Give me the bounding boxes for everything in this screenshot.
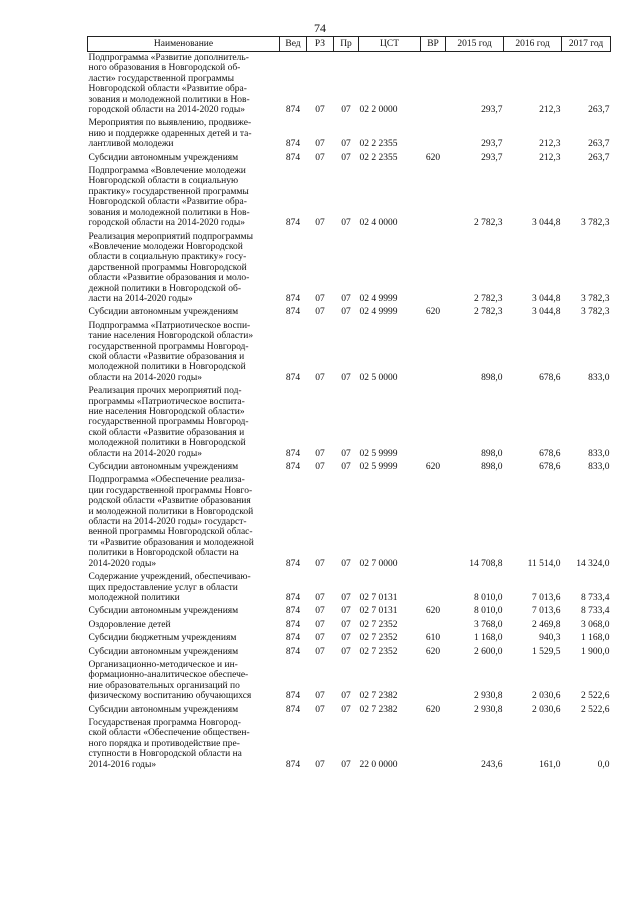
row-2016: 678,6 bbox=[539, 462, 561, 473]
row-vr: 610 bbox=[425, 633, 441, 644]
table-row bbox=[88, 385, 611, 461]
row-2015: 2 782,3 bbox=[474, 218, 503, 229]
row-2015: 14 708,8 bbox=[469, 558, 503, 569]
header-2015: 2015 год bbox=[446, 37, 504, 52]
row-2015: 2 600,0 bbox=[474, 646, 503, 657]
row-pr: 07 bbox=[341, 646, 351, 657]
row-ved: 874 bbox=[285, 307, 301, 318]
row-cst: 02 2 2355 bbox=[359, 152, 398, 163]
row-2017: 14 324,0 bbox=[576, 558, 610, 569]
table-row bbox=[88, 704, 611, 717]
row-2015: 293,7 bbox=[481, 105, 503, 116]
row-2017: 8 733,4 bbox=[581, 592, 610, 603]
header-pr: Пр bbox=[334, 37, 359, 52]
row-rz: 07 bbox=[315, 633, 325, 644]
row-2016: 678,6 bbox=[539, 448, 561, 459]
row-pr: 07 bbox=[341, 139, 351, 150]
row-cst: 02 2 2355 bbox=[359, 139, 398, 150]
row-vr bbox=[421, 231, 446, 307]
row-2017: 263,7 bbox=[588, 105, 610, 116]
row-cst: 02 4 0000 bbox=[359, 218, 398, 229]
row-2015: 293,7 bbox=[481, 139, 503, 150]
row-ved: 874 bbox=[285, 462, 301, 473]
row-pr: 07 bbox=[341, 619, 351, 630]
table-row bbox=[88, 117, 611, 151]
table-row bbox=[88, 52, 611, 118]
row-ved: 874 bbox=[285, 704, 301, 715]
row-2017: 833,0 bbox=[588, 372, 610, 383]
row-2015: 2 782,3 bbox=[474, 307, 503, 318]
row-pr: 07 bbox=[341, 462, 351, 473]
row-2017: 833,0 bbox=[588, 448, 610, 459]
row-name: Субсидии автономным учреждениям bbox=[88, 152, 239, 163]
row-ved: 874 bbox=[285, 152, 301, 163]
row-pr: 07 bbox=[341, 448, 351, 459]
row-2017: 0,0 bbox=[597, 759, 610, 770]
row-2017: 2 522,6 bbox=[581, 691, 610, 702]
row-ved: 874 bbox=[285, 633, 301, 644]
table-row bbox=[88, 632, 611, 645]
row-rz: 07 bbox=[315, 691, 325, 702]
row-2017: 263,7 bbox=[588, 139, 610, 150]
row-rz: 07 bbox=[315, 558, 325, 569]
row-rz: 07 bbox=[315, 462, 325, 473]
row-ved: 874 bbox=[285, 218, 301, 229]
table-row bbox=[88, 306, 611, 319]
table-header-row bbox=[88, 37, 611, 52]
row-2015: 293,7 bbox=[481, 152, 503, 163]
header-2016: 2016 год bbox=[504, 37, 562, 52]
header-ved: Вед bbox=[280, 37, 307, 52]
row-rz: 07 bbox=[315, 592, 325, 603]
table-body bbox=[88, 52, 611, 773]
row-2015: 2 782,3 bbox=[474, 293, 503, 304]
row-ved: 874 bbox=[285, 448, 301, 459]
row-2016: 3 044,8 bbox=[532, 293, 561, 304]
row-cst: 02 7 0131 bbox=[359, 606, 398, 617]
row-cst: 02 5 9999 bbox=[359, 448, 398, 459]
row-2016: 212,3 bbox=[539, 152, 561, 163]
row-2015: 243,6 bbox=[481, 759, 503, 770]
row-cst: 22 0 0000 bbox=[359, 759, 398, 770]
table-row bbox=[88, 646, 611, 659]
row-vr: 620 bbox=[425, 704, 441, 715]
row-2016: 2 469,8 bbox=[532, 619, 561, 630]
row-cst: 02 7 0000 bbox=[359, 558, 398, 569]
row-vr bbox=[421, 320, 446, 385]
row-ved: 874 bbox=[285, 646, 301, 657]
row-2017: 1 168,0 bbox=[581, 633, 610, 644]
row-2016: 212,3 bbox=[539, 139, 561, 150]
row-2017: 3 068,0 bbox=[581, 619, 610, 630]
row-cst: 02 4 9999 bbox=[359, 307, 398, 318]
budget-table bbox=[87, 36, 611, 772]
row-name: Субсидии автономным учреждениям bbox=[88, 606, 239, 617]
row-cst: 02 7 2352 bbox=[359, 646, 398, 657]
row-2015: 898,0 bbox=[481, 448, 503, 459]
row-ved: 874 bbox=[285, 372, 301, 383]
row-2016: 7 013,6 bbox=[532, 592, 561, 603]
table-row bbox=[88, 320, 611, 385]
row-pr: 07 bbox=[341, 218, 351, 229]
row-name: Субсидии автономным учреждениям bbox=[88, 462, 239, 473]
row-2017: 1 900,0 bbox=[581, 646, 610, 657]
row-2017: 8 733,4 bbox=[581, 606, 610, 617]
row-cst: 02 7 2352 bbox=[359, 619, 398, 630]
row-2015: 1 168,0 bbox=[474, 633, 503, 644]
row-rz: 07 bbox=[315, 218, 325, 229]
row-pr: 07 bbox=[341, 307, 351, 318]
table-row bbox=[88, 605, 611, 618]
row-vr bbox=[421, 385, 446, 461]
row-2017: 263,7 bbox=[588, 152, 610, 163]
row-2016: 3 044,8 bbox=[532, 218, 561, 229]
table-row bbox=[88, 231, 611, 307]
row-cst: 02 7 0131 bbox=[359, 592, 398, 603]
header-cst: ЦСТ bbox=[359, 37, 421, 52]
row-rz: 07 bbox=[315, 704, 325, 715]
row-2016: 212,3 bbox=[539, 105, 561, 116]
row-2017: 3 782,3 bbox=[581, 218, 610, 229]
row-vr bbox=[421, 659, 446, 704]
row-name: Мероприятия по выявлению, продвиже- нию и поддержке одаренных детей и та- лантливой молодежи bbox=[88, 118, 252, 150]
row-vr: 620 bbox=[425, 462, 441, 473]
row-name: Субсидии автономным учреждениям bbox=[88, 307, 239, 318]
row-pr: 07 bbox=[341, 105, 351, 116]
row-2016: 678,6 bbox=[539, 372, 561, 383]
row-pr: 07 bbox=[341, 152, 351, 163]
row-vr bbox=[421, 619, 446, 632]
row-pr: 07 bbox=[341, 558, 351, 569]
table-row bbox=[88, 152, 611, 165]
row-vr bbox=[421, 571, 446, 605]
table-row bbox=[88, 717, 611, 772]
row-name: Субсидии автономным учреждениям bbox=[88, 646, 239, 657]
row-vr: 620 bbox=[425, 152, 441, 163]
row-name: Подпрограмма «Развитие дополнитель- ного образования в Новгородской об- ласти» государственной программы Новгородской области «Развитие обра- зования и молодежной политики в Нов- городской области на 2014-2020 годы» bbox=[88, 53, 250, 116]
row-vr bbox=[421, 165, 446, 230]
row-2017: 3 782,3 bbox=[581, 307, 610, 318]
row-pr: 07 bbox=[341, 633, 351, 644]
row-cst: 02 7 2382 bbox=[359, 704, 398, 715]
header-rz: РЗ bbox=[307, 37, 334, 52]
row-2015: 8 010,0 bbox=[474, 606, 503, 617]
row-name: Подпрограмма «Вовлечение молодежи Новгородской области в социальную практику» государственной программы Новгородской области «Развитие обра- зования и молодежной политики в Нов- городской области на 2014-2020 годы» bbox=[88, 166, 250, 229]
row-2015: 898,0 bbox=[481, 372, 503, 383]
row-ved: 874 bbox=[285, 691, 301, 702]
row-2015: 3 768,0 bbox=[474, 619, 503, 630]
row-2017: 3 782,3 bbox=[581, 293, 610, 304]
row-name: Государственая программа Новгород- ской области «Обеспечение обществен- ного порядка и противодействие пре- ступности в Новгородской области на 2014-2016 годы» bbox=[88, 717, 250, 770]
row-2016: 2 030,6 bbox=[532, 704, 561, 715]
row-2016: 3 044,8 bbox=[532, 307, 561, 318]
row-2017: 833,0 bbox=[588, 462, 610, 473]
row-name: Содержание учреждений, обеспечиваю- щих предоставление услуг в области молодежной политики bbox=[88, 572, 251, 603]
row-2015: 8 010,0 bbox=[474, 592, 503, 603]
row-2016: 7 013,6 bbox=[532, 606, 561, 617]
row-cst: 02 4 9999 bbox=[359, 293, 398, 304]
row-pr: 07 bbox=[341, 606, 351, 617]
row-rz: 07 bbox=[315, 619, 325, 630]
row-2015: 898,0 bbox=[481, 462, 503, 473]
row-pr: 07 bbox=[341, 704, 351, 715]
row-ved: 874 bbox=[285, 606, 301, 617]
row-rz: 07 bbox=[315, 646, 325, 657]
row-vr: 620 bbox=[425, 606, 441, 617]
row-name: Оздоровление детей bbox=[88, 619, 171, 630]
row-cst: 02 7 2382 bbox=[359, 691, 398, 702]
row-rz: 07 bbox=[315, 606, 325, 617]
header-vr: ВР bbox=[421, 37, 446, 52]
row-pr: 07 bbox=[341, 592, 351, 603]
row-2015: 2 930,8 bbox=[474, 691, 503, 702]
row-pr: 07 bbox=[341, 372, 351, 383]
row-ved: 874 bbox=[285, 558, 301, 569]
row-pr: 07 bbox=[341, 691, 351, 702]
row-vr: 620 bbox=[425, 646, 441, 657]
row-rz: 07 bbox=[315, 372, 325, 383]
row-vr bbox=[421, 717, 446, 772]
row-name: Подпрограмма «Патриотическое воспи- тание населения Новгородской области» государственной программы Новгород- ской области «Развитие образования и молодежной политики в Новгородской области на 2014-2020 годы» bbox=[88, 320, 254, 383]
row-name: Подпрограмма «Обеспечение реализа- ции государственной программы Новго- родской области «Развитие образования и молодежной политики в Новгородской области на 2014-2020 годы» государст- венной программы Новгородской облас- ти «Развитие образования и молодежной политики в Новгородской области на 2014-2020 годы» bbox=[88, 475, 254, 569]
row-rz: 07 bbox=[315, 448, 325, 459]
row-rz: 07 bbox=[315, 307, 325, 318]
row-cst: 02 5 9999 bbox=[359, 462, 398, 473]
row-2016: 11 514,0 bbox=[527, 558, 561, 569]
row-ved: 874 bbox=[285, 759, 301, 770]
table-row bbox=[88, 659, 611, 704]
table-row bbox=[88, 474, 611, 571]
row-2016: 2 030,6 bbox=[532, 691, 561, 702]
page-number: 74 bbox=[314, 21, 326, 35]
row-name: Субсидии автономным учреждениям bbox=[88, 704, 239, 715]
row-ved: 874 bbox=[285, 105, 301, 116]
row-vr bbox=[421, 52, 446, 118]
header-2017: 2017 год bbox=[562, 37, 611, 52]
row-cst: 02 7 2352 bbox=[359, 633, 398, 644]
row-pr: 07 bbox=[341, 293, 351, 304]
row-rz: 07 bbox=[315, 105, 325, 116]
row-name: Организационно-методическое и ин- формационно-аналитическое обеспече- ние образовательных организаций по физическому воспитанию обучающихся bbox=[88, 659, 252, 702]
header-name: Наименование bbox=[88, 37, 280, 52]
row-cst: 02 5 0000 bbox=[359, 372, 398, 383]
table-row bbox=[88, 461, 611, 474]
row-ved: 874 bbox=[285, 619, 301, 630]
row-ved: 874 bbox=[285, 592, 301, 603]
row-rz: 07 bbox=[315, 293, 325, 304]
row-rz: 07 bbox=[315, 152, 325, 163]
row-2016: 161,0 bbox=[539, 759, 561, 770]
row-cst: 02 2 0000 bbox=[359, 105, 398, 116]
table-row bbox=[88, 571, 611, 605]
row-name: Реализация прочих мероприятий под- программы «Патриотическое воспита- ние населения Новгородской области» государственной программы Новгород- ской области «Развитие образования и молодежной политики в Новгородской области на 2014-2020 годы» bbox=[88, 386, 249, 459]
row-name: Реализация мероприятий подпрограммы «Вовлечение молодежи Новгородской области в социальную практику» госу- дарственной программы Новгородской области «Развитие образования и моло- дежной политики в Новгородской об- ласти на 2014-2020 годы» bbox=[88, 231, 253, 304]
table-row bbox=[88, 619, 611, 632]
row-ved: 874 bbox=[285, 293, 301, 304]
row-pr: 07 bbox=[341, 759, 351, 770]
row-rz: 07 bbox=[315, 759, 325, 770]
row-2016: 1 529,5 bbox=[532, 646, 561, 657]
row-vr: 620 bbox=[425, 307, 441, 318]
row-rz: 07 bbox=[315, 139, 325, 150]
row-vr bbox=[421, 117, 446, 151]
row-vr bbox=[421, 474, 446, 571]
row-2016: 940,3 bbox=[539, 633, 561, 644]
row-2015: 2 930,8 bbox=[474, 704, 503, 715]
table-row bbox=[88, 165, 611, 230]
row-ved: 874 bbox=[285, 139, 301, 150]
row-name: Субсидии бюджетным учреждениям bbox=[88, 633, 237, 644]
row-2017: 2 522,6 bbox=[581, 704, 610, 715]
